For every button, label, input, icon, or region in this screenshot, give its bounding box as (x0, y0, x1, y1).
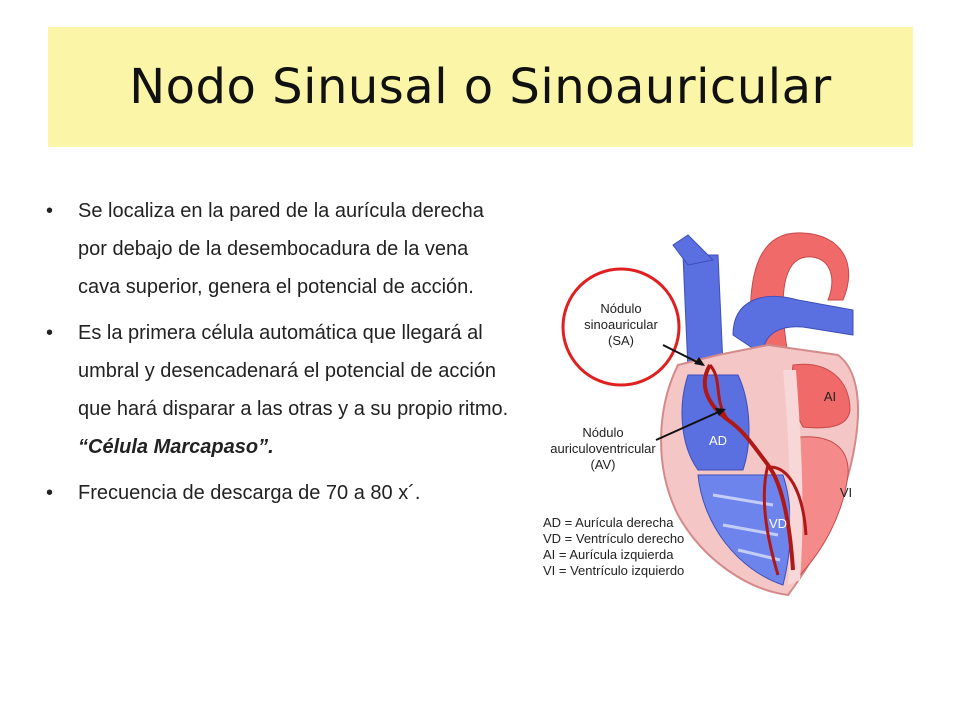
av-label-line: (AV) (590, 457, 616, 472)
bullet-item (46, 314, 516, 466)
bullet-emphasis: “Célula Marcapaso”. (78, 436, 274, 458)
chamber-label-ad: AD (708, 433, 728, 448)
sa-label-line: sinoauricular (584, 317, 658, 332)
av-label-line: auriculoventricular (550, 441, 656, 456)
heart-conduction-diagram (538, 205, 918, 600)
right-atrium (682, 375, 749, 470)
av-label-line: Nódulo (582, 425, 624, 440)
bullet-marker: • (46, 200, 54, 222)
superior-vena-cava (683, 255, 723, 370)
bullet-marker: • (46, 482, 54, 504)
bullet-item (46, 474, 516, 512)
bullet-item (46, 192, 516, 306)
slide-title: Nodo Sinusal o Sinoauricular (129, 59, 832, 115)
legend-line: AD = Aurícula derecha (543, 515, 674, 530)
bullet-text: Es la primera célula automática que llegará al umbral y desencadenará el potencial de acción que hará disparar a las otras y a su propio ritmo. (78, 322, 509, 420)
title-band (48, 27, 913, 147)
pulmonary-artery (733, 296, 853, 355)
sa-label-line: Nódulo (600, 301, 642, 316)
legend-line: VI = Ventrículo izquierdo (543, 563, 685, 578)
sa-label-line: (SA) (608, 333, 634, 348)
vena-cava-branch (673, 235, 713, 265)
chamber-label-vi: VI (839, 485, 853, 500)
bullet-text: Frecuencia de descarga de 70 a 80 x´. (78, 482, 421, 504)
bullet-text: Se localiza en la pared de la aurícula derecha por debajo de la desembocadura de la vena cava superior, genera el potencial de acción. (78, 200, 484, 298)
bullet-list (46, 192, 516, 520)
legend-line: AI = Aurícula izquierda (543, 547, 674, 562)
bullet-marker: • (46, 322, 54, 344)
legend-line: VD = Ventrículo derecho (543, 531, 685, 546)
chamber-label-vd: VD (768, 516, 788, 531)
chamber-label-ai: AI (823, 389, 837, 404)
